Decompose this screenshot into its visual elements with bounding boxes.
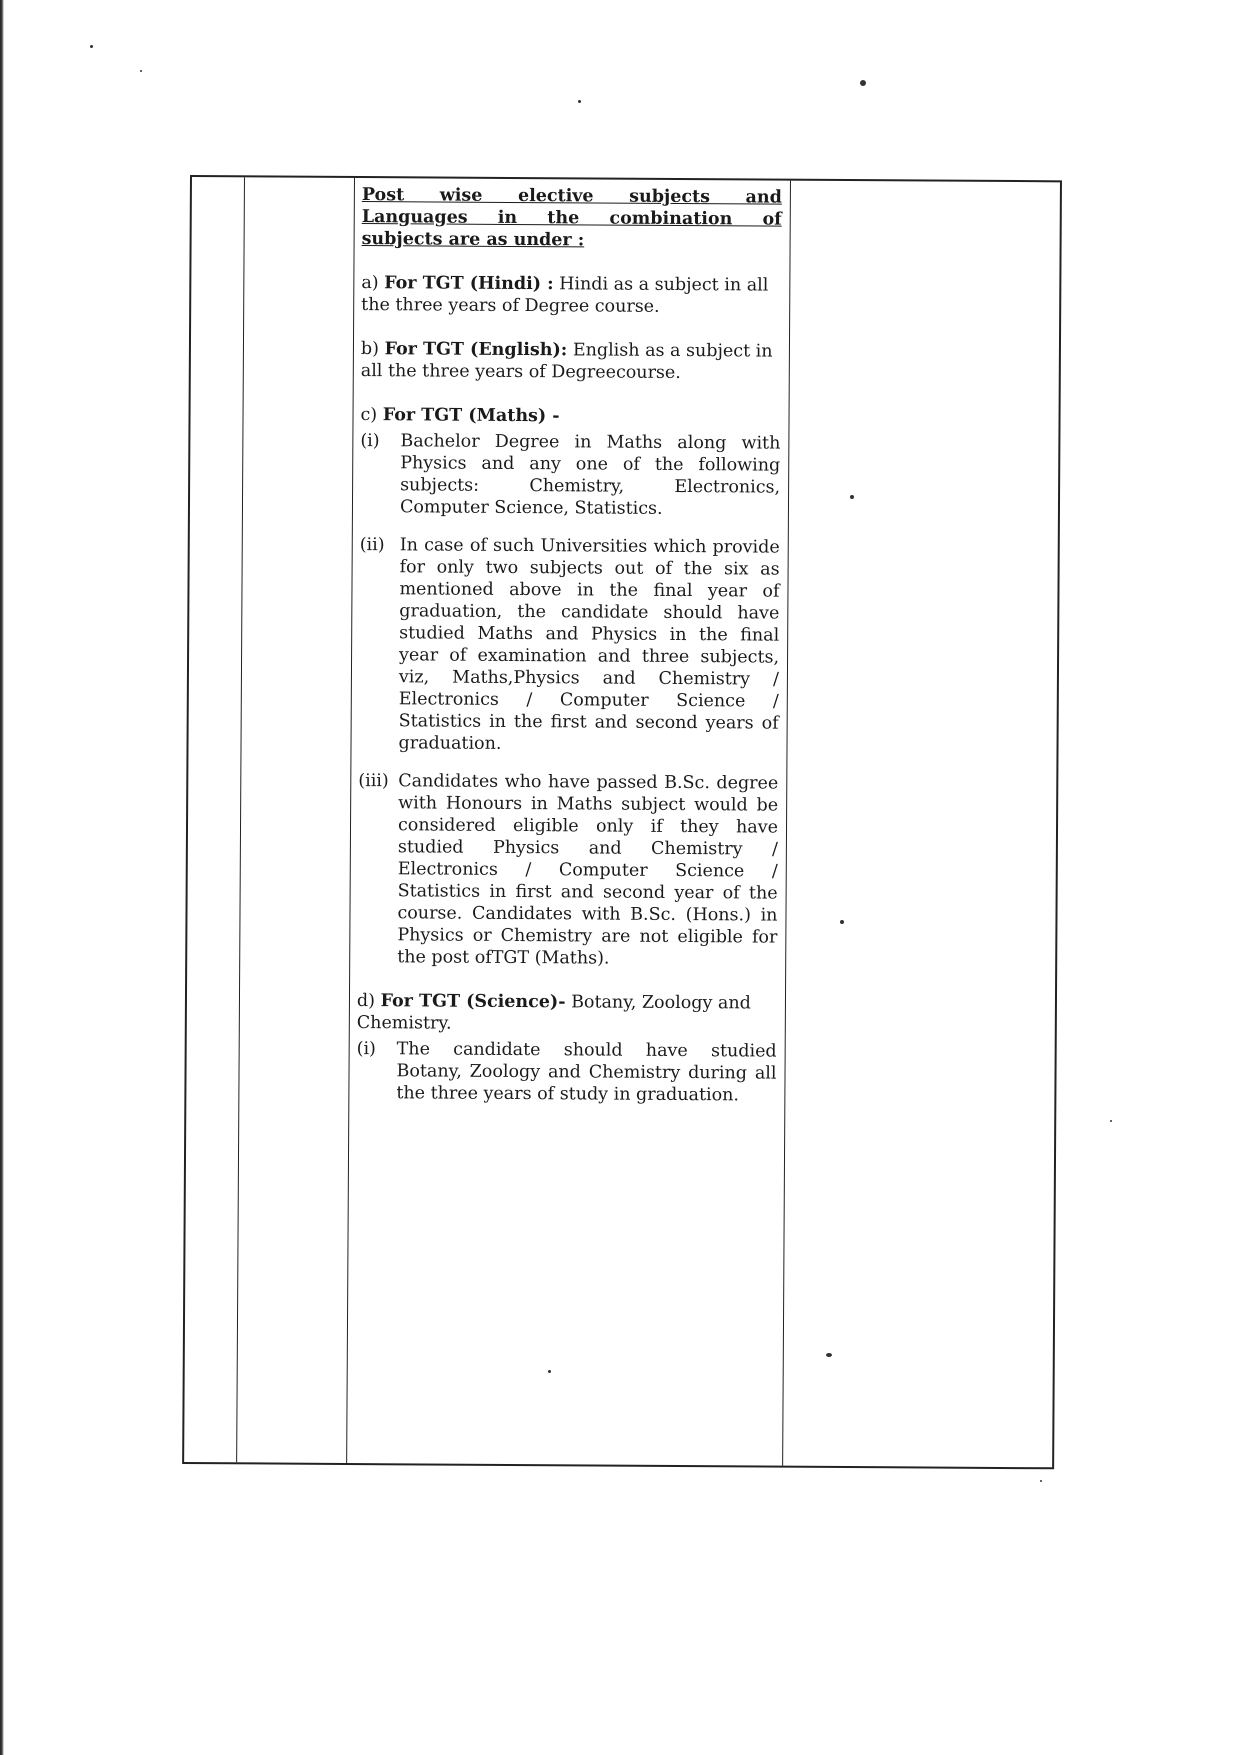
eligibility-cell xyxy=(356,184,782,1123)
section-b-label: b) xyxy=(360,339,380,360)
scan-speck xyxy=(1040,1480,1042,1482)
scan-speck xyxy=(840,920,844,924)
scan-speck xyxy=(1110,1120,1112,1122)
list-item-text: Candidates who have passed B.Sc. degree with Honours in Maths subject would be considered eligible only if they have studied Physics and Chemistry / Electronics / Computer Science / Statistics in first and second year of the course. Candidates with B.Sc. (Hons.) in Physics or Chemistry are not eligible for the post ofTGT (Maths). xyxy=(397,771,779,969)
section-b-text: English as a subject in all the three years of Degreecourse. xyxy=(360,340,773,384)
section-a-text: Hindi as a subject in all the three years of Degree course. xyxy=(361,274,769,317)
section-c xyxy=(360,404,780,429)
column-divider-1 xyxy=(236,177,245,1462)
section-d-text: Botany, Zoology and Chemistry. xyxy=(356,992,751,1034)
section-b xyxy=(361,338,781,385)
list-item-text: Bachelor Degree in Maths along with Physics and any one of the following subjects: Chemistry, Electronics, Computer Science, Statistics. xyxy=(399,431,781,519)
section-d-list xyxy=(356,1038,776,1107)
section-c-label: c) xyxy=(360,405,378,426)
section-c-list xyxy=(357,430,780,971)
section-c-title: For TGT (Maths) - xyxy=(382,405,560,427)
list-item-text: The candidate should have studied Botany, Zoology and Chemistry during all the three years of study in graduation. xyxy=(396,1039,777,1106)
section-heading xyxy=(362,184,782,253)
list-item xyxy=(356,1038,776,1107)
section-d-label: d) xyxy=(356,991,376,1012)
section-d xyxy=(357,990,777,1037)
list-item xyxy=(357,770,778,971)
heading-line-1: Post wise elective subjects and xyxy=(361,185,782,208)
list-item-number: (i) xyxy=(360,431,380,452)
section-a-title: For TGT (Hindi) : xyxy=(384,273,554,295)
section-d-title: For TGT (Science)- xyxy=(380,991,566,1013)
scan-speck xyxy=(578,100,581,103)
heading-line-3: subjects are as under : xyxy=(361,229,585,251)
list-item xyxy=(360,430,781,521)
list-item-text: In case of such Universities which provide for only two subjects out of the six as mentioned above in the final year of graduation, the candidate should have studied Maths and Physics in the final year of examination and three subjects, viz, Maths,Physics and Chemistry / Electronics / Computer Science / Statistics in the first and second years of graduation. xyxy=(398,535,780,754)
list-item-number: (i) xyxy=(356,1039,376,1060)
heading-line-2: Languages in the combination of xyxy=(361,207,782,230)
list-item-number: (iii) xyxy=(358,771,389,792)
section-a-label: a) xyxy=(361,273,379,294)
scan-speck xyxy=(850,495,854,499)
list-item xyxy=(358,534,779,757)
scan-speck xyxy=(826,1353,832,1357)
section-b-title: For TGT (English): xyxy=(384,339,568,361)
scan-speck xyxy=(140,70,142,72)
scan-edge xyxy=(0,0,4,1755)
scan-speck xyxy=(90,45,93,48)
scan-speck xyxy=(860,80,866,86)
column-divider-2 xyxy=(346,178,355,1463)
table-frame xyxy=(182,175,1062,1469)
section-a xyxy=(361,272,781,319)
scan-speck xyxy=(548,1370,551,1373)
column-divider-3 xyxy=(782,181,791,1466)
list-item-number: (ii) xyxy=(359,535,385,556)
